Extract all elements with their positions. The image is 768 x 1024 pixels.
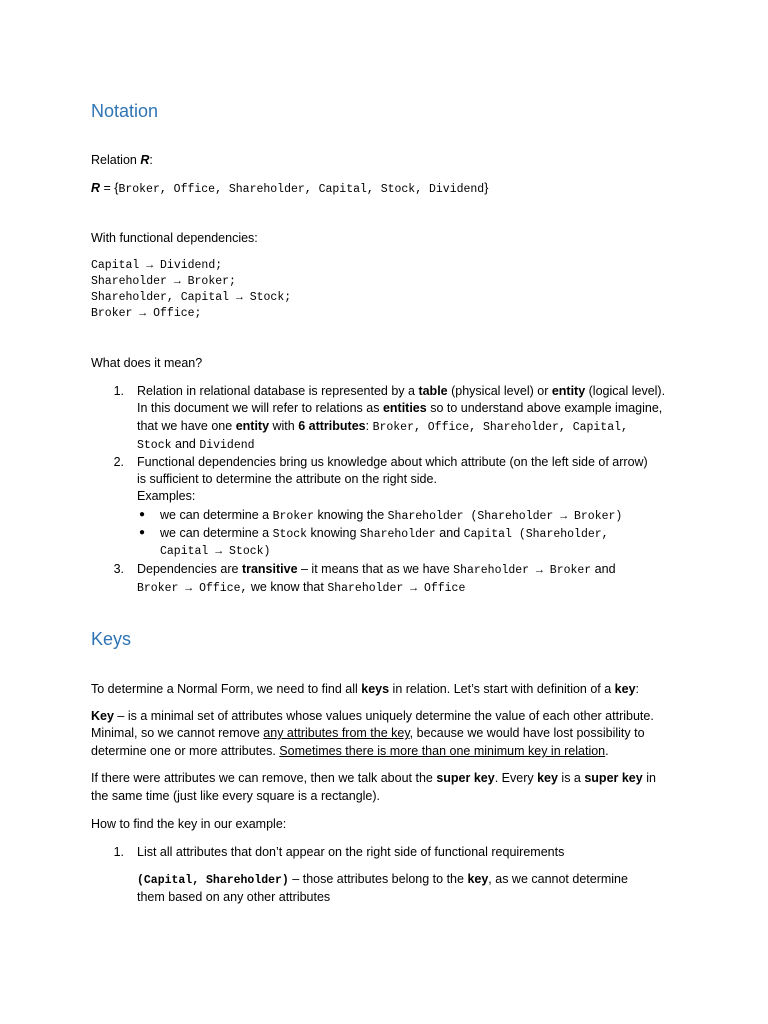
relation-colon: :: [149, 153, 153, 167]
keys-para-3-line1: [91, 770, 656, 787]
code-text: Dividend: [199, 439, 255, 452]
text: Minimal, so we cannot remove: [91, 726, 264, 740]
item1-line4: [137, 436, 255, 454]
text: . Every: [494, 771, 538, 785]
item1-line3: [137, 418, 628, 436]
text: , because we would have lost possibility to: [409, 726, 645, 740]
text: knowing: [307, 526, 360, 540]
bold-text: transitive: [241, 562, 298, 576]
text: If there were attributes we can remove, then we talk about the: [91, 771, 437, 785]
list-number: 2.: [113, 455, 124, 469]
relation-label: Relation: [91, 153, 141, 167]
text: determine one or more attributes.: [91, 744, 280, 758]
text: we can determine a: [160, 508, 273, 522]
item2-line3: Examples:: [137, 489, 196, 503]
bold-text: key: [537, 771, 558, 785]
text: knowing the: [313, 508, 388, 522]
bold-text: entities: [382, 401, 427, 415]
bold-text: 6 attributes: [298, 419, 366, 433]
code-text: (Capital, Shareholder): [137, 874, 289, 887]
text: In this document we will refer to relations as: [137, 401, 383, 415]
bold-text: table: [418, 384, 448, 398]
text: that we have one: [137, 419, 236, 433]
bold-text: keys: [361, 682, 390, 696]
fd-line: Capital → Dividend;: [91, 259, 223, 272]
relation-def-symbol: R: [91, 181, 101, 195]
keys-step-1-detail-cont: them based on any other attributes: [137, 890, 331, 904]
keys-heading: Keys: [91, 629, 132, 649]
code-text: Shareholder → Office: [327, 582, 466, 595]
text: , as we cannot determine: [488, 872, 628, 886]
keys-step-1-detail: [137, 871, 628, 889]
relation-def-attrs: Broker, Office, Shareholder, Capital, Stock, Dividend: [118, 183, 485, 196]
relation-label-line: [91, 152, 153, 169]
bold-text: key: [467, 872, 489, 886]
notation-heading: Notation: [91, 101, 159, 121]
code-text: (Shareholder → Broker): [463, 510, 623, 523]
keys-para-2-line1: [91, 708, 654, 725]
fd-line: Shareholder → Broker;: [91, 275, 236, 288]
code-text: Shareholder: [359, 528, 436, 541]
text: – those attributes belong to the: [288, 872, 468, 886]
relation-symbol: R: [140, 153, 150, 167]
example-bullet-2: [160, 525, 609, 543]
code-text: Shareholder → Broker: [453, 564, 592, 577]
text: (logical level).: [585, 384, 666, 398]
text: and: [171, 437, 200, 451]
text: .: [605, 744, 609, 758]
relation-def-eq: = {: [100, 181, 119, 195]
fd-line: Shareholder, Capital → Stock;: [91, 291, 292, 304]
bullet-icon: ●: [139, 509, 146, 520]
text: To determine a Normal Form, we need to find all: [91, 682, 362, 696]
text: :: [635, 682, 640, 696]
text: and: [591, 562, 616, 576]
code-text: (Shareholder,: [511, 528, 609, 541]
text: – is a minimal set of attributes whose values uniquely determine the value of each other attribute.: [113, 709, 654, 723]
text: and: [435, 526, 464, 540]
list-number: 3.: [113, 562, 124, 576]
bold-text: super key: [436, 771, 495, 785]
text: :: [365, 419, 373, 433]
text: – it means that as we have: [297, 562, 454, 576]
keys-para-2-line2: [91, 725, 645, 742]
code-text: Shareholder: [387, 510, 464, 523]
text: in: [642, 771, 656, 785]
relation-definition: [91, 180, 488, 198]
relation-def-close: }: [484, 181, 489, 195]
fd-line: Broker → Office;: [91, 307, 202, 320]
keys-para-4: How to find the key in our example:: [91, 817, 287, 831]
item3-line2: [137, 579, 465, 597]
text: with: [269, 419, 299, 433]
text: so to understand above example imagine,: [426, 401, 663, 415]
example-bullet-1: [160, 507, 622, 525]
bold-text: key: [614, 682, 636, 696]
item2-line1: Functional dependencies bring us knowledge about which attribute (on the left side of arrow): [137, 455, 648, 469]
item1-line2: [137, 400, 662, 417]
code-text: Stock: [272, 528, 308, 541]
bold-text: Key: [91, 709, 114, 723]
item1-line1: [137, 383, 665, 400]
example-bullet-2-cont: Capital → Stock): [160, 545, 271, 558]
text: is a: [557, 771, 585, 785]
list-number: 1.: [113, 384, 124, 398]
question: What does it mean?: [91, 356, 203, 370]
item2-line2: is sufficient to determine the attribute on the right side.: [137, 472, 437, 486]
code-text: Broker: [272, 510, 314, 523]
keys-para-2-line3: [91, 743, 609, 760]
text: Dependencies are: [137, 562, 242, 576]
code-text: Stock: [137, 439, 172, 452]
underlined-text: Sometimes there is more than one minimum key in relation: [279, 744, 606, 758]
keys-para-1: [91, 681, 639, 698]
code-text: Capital: [463, 528, 512, 541]
underlined-text: any attributes from the key: [263, 726, 410, 740]
item3-line1: [137, 561, 616, 579]
text: we can determine a: [160, 526, 273, 540]
keys-step-1: List all attributes that don’t appear on the right side of functional requirements: [137, 845, 565, 859]
text: Relation in relational database is represented by a: [137, 384, 419, 398]
keys-para-3-line2: the same time (just like every square is a rectangle).: [91, 789, 381, 803]
text: in relation. Let’s start with definition of a: [389, 682, 615, 696]
bold-text: super key: [584, 771, 643, 785]
text: we know that: [247, 580, 328, 594]
list-number: 1.: [113, 845, 124, 859]
fd-intro: With functional dependencies:: [91, 231, 258, 245]
code-text: Broker, Office, Shareholder, Capital,: [372, 421, 628, 434]
bold-text: entity: [235, 419, 270, 433]
bold-text: entity: [551, 384, 586, 398]
text: (physical level) or: [447, 384, 552, 398]
code-text: Broker → Office,: [137, 582, 248, 595]
bullet-icon: ●: [139, 527, 146, 538]
